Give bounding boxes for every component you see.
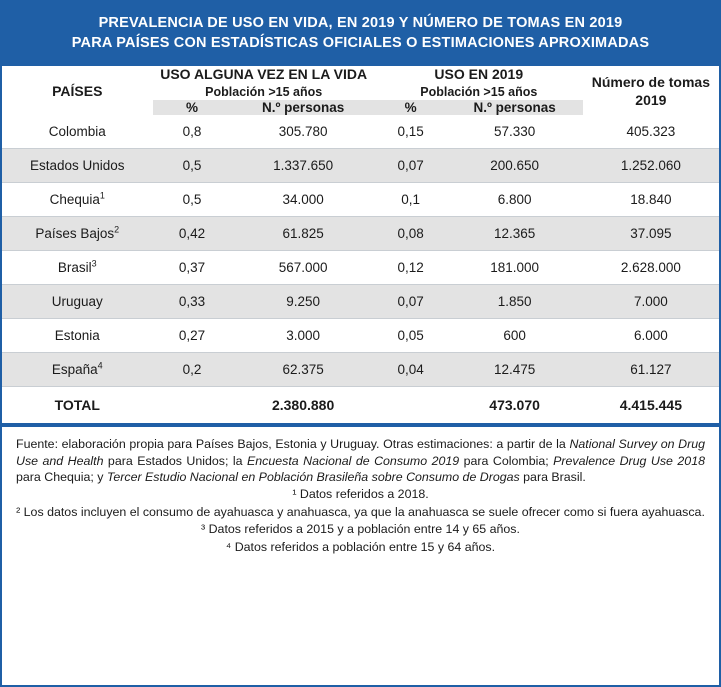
cell-pct-lifetime: 0,5 (153, 183, 232, 217)
cell-pct-2019: 0,12 (375, 251, 447, 285)
source-text-c: para Colombia; (459, 453, 554, 468)
cell-tomas-2019: 18.840 (583, 183, 719, 217)
cell-country: Estonia (2, 319, 153, 353)
title-line-2: PARA PAÍSES CON ESTADÍSTICAS OFICIALES O ESTIMACIONES APROXIMADAS (71, 34, 650, 51)
footnote-1: ¹ Datos referidos a 2018. (292, 487, 429, 502)
source-text-d: para Chequia; y (16, 470, 107, 484)
table-row (2, 285, 719, 319)
source-italic-3: Prevalence Drug Use 2018 (553, 453, 705, 468)
cell-persons-lifetime: 34.000 (231, 183, 374, 217)
subheader-persons-2019: N.º personas (447, 100, 583, 115)
cell-country: Estados Unidos (2, 149, 153, 183)
header-tomas (583, 66, 719, 115)
total-label: TOTAL (2, 387, 153, 425)
cell-pct-2019: 0,07 (375, 149, 447, 183)
cell-persons-lifetime: 567.000 (231, 251, 374, 285)
header-group-lifetime-sub: Población >15 años (205, 84, 323, 99)
header-group-lifetime (153, 66, 375, 100)
header-group-2019-sub: Población >15 años (420, 84, 538, 99)
footnote-marker: 1 (99, 190, 105, 201)
cell-tomas-2019: 1.252.060 (583, 149, 719, 183)
cell-persons-2019: 600 (447, 319, 583, 353)
cell-persons-2019: 6.800 (447, 183, 583, 217)
cell-country: Uruguay (2, 285, 153, 319)
source-italic-4: Tercer Estudio Nacional en Población Brasileña sobre Consumo de Drogas (106, 470, 520, 484)
table-row (2, 183, 719, 217)
footnote-marker: 2 (114, 224, 120, 235)
cell-country: Países Bajos$^2$ (2, 217, 153, 251)
cell-persons-2019: 12.365 (447, 217, 583, 251)
cell-tomas-2019: 61.127 (583, 353, 719, 387)
table-row (2, 217, 719, 251)
cell-persons-2019: 200.650 (447, 149, 583, 183)
source-text-e: para Brasil. (519, 470, 586, 484)
cell-persons-lifetime: 3.000 (231, 319, 374, 353)
total-tomas-2019: 4.415.445 (583, 387, 719, 425)
cell-pct-lifetime: 0,5 (153, 149, 232, 183)
table-header-groups (2, 66, 719, 100)
cell-tomas-2019: 2.628.000 (583, 251, 719, 285)
source-note (2, 425, 719, 685)
footnote-4: ⁴ Datos referidos a población entre 15 y 64 años. (225, 539, 496, 554)
total-pct-lifetime (153, 387, 232, 425)
cell-country: Chequia$^1$ (2, 183, 153, 217)
source-paragraph (16, 436, 705, 485)
total-persons-lifetime: 2.380.880 (231, 387, 374, 425)
source-italic-2: Encuesta Nacional de Consumo 2019 (247, 453, 460, 468)
source-text-b: para Estados Unidos; la (103, 453, 248, 468)
title-line-1: PREVALENCIA DE USO EN VIDA, EN 2019 Y NÚMERO DE TOMAS EN 2019 (98, 15, 623, 31)
header-countries: PAÍSES (52, 82, 103, 99)
total-pct-2019 (375, 387, 447, 425)
cell-pct-lifetime: 0,27 (153, 319, 232, 353)
table-row (2, 149, 719, 183)
table-body (2, 115, 719, 387)
figure-title (2, 2, 719, 66)
cell-persons-2019: 181.000 (447, 251, 583, 285)
data-table (2, 66, 719, 425)
header-tomas-line-2: 2019 (635, 91, 667, 108)
cell-pct-2019: 0,05 (375, 319, 447, 353)
footnote-2: ² Los datos incluyen el consumo de ayahuasca y anahuasca, ya que la anahuasca se suele ofrecer como si fuera ayahuasca. (16, 504, 705, 519)
cell-persons-lifetime: 62.375 (231, 353, 374, 387)
cell-pct-lifetime: 0,8 (153, 115, 232, 149)
cell-tomas-2019: 6.000 (583, 319, 719, 353)
cell-persons-lifetime: 9.250 (231, 285, 374, 319)
cell-persons-2019: 1.850 (447, 285, 583, 319)
source-text-a: Fuente: elaboración propia para Países Bajos, Estonia y Uruguay. Otras estimaciones: a partir de la (16, 437, 570, 452)
cell-country: Colombia (2, 115, 153, 149)
cell-tomas-2019: 405.323 (583, 115, 719, 149)
header-group-lifetime-title: USO ALGUNA VEZ EN LA VIDA (160, 66, 368, 83)
subheader-pct-lifetime: % (153, 100, 232, 115)
cell-persons-2019: 12.475 (447, 353, 583, 387)
cell-persons-lifetime: 1.337.650 (231, 149, 374, 183)
cell-pct-2019: 0,08 (375, 217, 447, 251)
cell-pct-lifetime: 0,2 (153, 353, 232, 387)
cell-tomas-2019: 7.000 (583, 285, 719, 319)
header-tomas-line-1: Número de tomas (591, 73, 710, 90)
cell-country: Brasil$^3$ (2, 251, 153, 285)
table-row (2, 353, 719, 387)
footnote-marker: 4 (97, 360, 103, 371)
table-row (2, 115, 719, 149)
total-persons-2019: 473.070 (447, 387, 583, 425)
cell-pct-2019: 0,1 (375, 183, 447, 217)
cell-tomas-2019: 37.095 (583, 217, 719, 251)
cell-persons-2019: 57.330 (447, 115, 583, 149)
subheader-persons-lifetime: N.º personas (231, 100, 374, 115)
cell-pct-2019: 0,15 (375, 115, 447, 149)
cell-pct-lifetime: 0,33 (153, 285, 232, 319)
total-row (2, 387, 719, 425)
source-italic-1: National Survey on Drug Use and Health (16, 437, 705, 468)
cell-persons-lifetime: 61.825 (231, 217, 374, 251)
header-group-2019-title: USO EN 2019 (434, 66, 524, 83)
data-table-container (2, 66, 719, 425)
cell-pct-lifetime: 0,42 (153, 217, 232, 251)
subheader-pct-2019: % (375, 100, 447, 115)
cell-pct-lifetime: 0,37 (153, 251, 232, 285)
table-row (2, 319, 719, 353)
header-group-2019 (375, 66, 583, 100)
footnote-3: ³ Datos referidos a 2015 y a población entre 14 y 65 años. (201, 522, 520, 537)
table-row (2, 251, 719, 285)
cell-pct-2019: 0,07 (375, 285, 447, 319)
cell-pct-2019: 0,04 (375, 353, 447, 387)
footnote-marker: 3 (91, 258, 97, 269)
cell-country: España$^4$ (2, 353, 153, 387)
table-foot (2, 387, 719, 425)
cell-persons-lifetime: 305.780 (231, 115, 374, 149)
